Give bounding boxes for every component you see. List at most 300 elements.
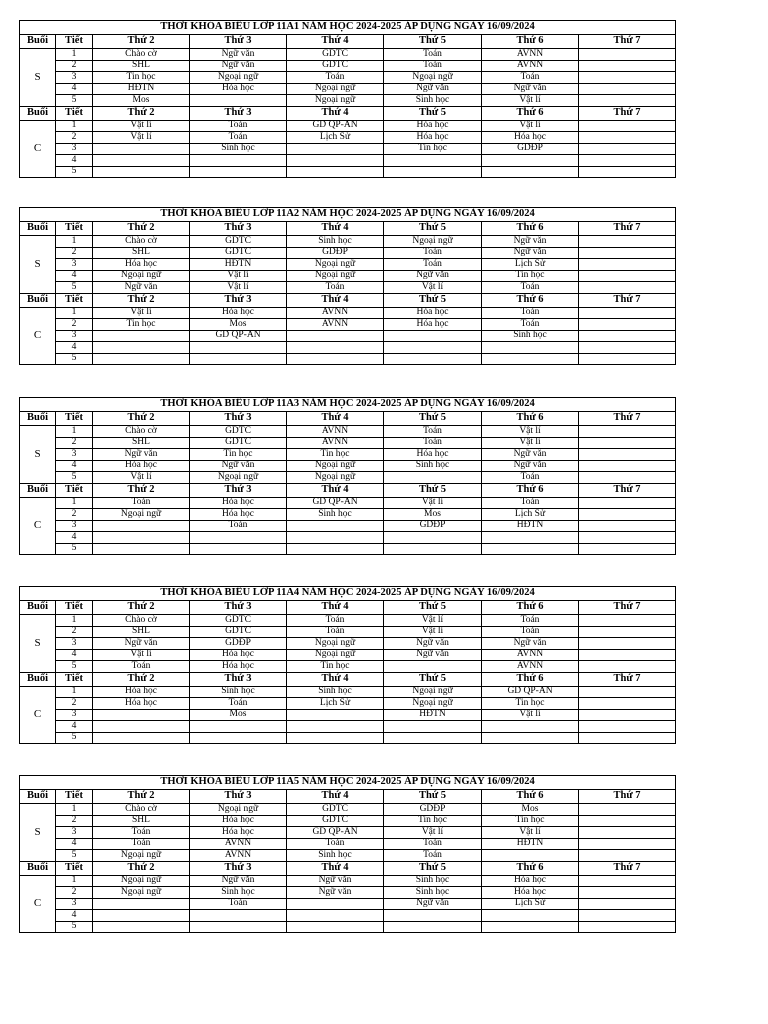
subject-cell: SHL [93,626,190,638]
period-number: 1 [56,615,93,627]
subject-cell [579,247,676,259]
subject-cell [384,721,482,733]
table-row [20,437,676,449]
header-day: Thứ 2 [93,35,190,49]
session-label: S [20,804,56,862]
subject-cell: Ngữ văn [384,898,482,910]
header-buoi: Buổi [20,861,56,875]
subject-cell: GD QP-AN [287,827,384,839]
subject-cell [579,709,676,721]
subject-cell: Vật lí [482,120,579,132]
subject-cell [190,342,287,354]
header-tiet: Tiết [56,672,93,686]
subject-cell: Vật lí [384,282,482,294]
period-number: 5 [56,661,93,673]
period-number: 2 [56,60,93,72]
subject-cell [93,520,190,532]
timetable-title: THỜI KHÓA BIỂU LỚP 11A4 NĂM HỌC 2024-2025 ÁP DỤNG NGÀY 16/09/2024 [20,587,676,601]
subject-cell: Ngữ văn [384,270,482,282]
table-row [20,155,676,167]
table-row [20,615,676,627]
table-row [20,132,676,144]
subject-cell [190,721,287,733]
subject-cell: GDTC [190,615,287,627]
header-day: Thứ 3 [190,601,287,615]
subject-cell: Ngoại ngữ [190,72,287,84]
subject-cell [579,921,676,933]
header-tiet: Tiết [56,412,93,426]
header-day: Thứ 6 [482,293,579,307]
subject-cell: Hóa học [190,497,287,509]
header-day: Thứ 2 [93,601,190,615]
timetable-title: THỜI KHÓA BIỂU LỚP 11A1 NĂM HỌC 2024-2025 ÁP DỤNG NGÀY 16/09/2024 [20,21,676,35]
subject-cell: AVNN [287,307,384,319]
header-buoi: Buổi [20,293,56,307]
subject-cell: Ngoại ngữ [287,460,384,472]
subject-cell: Ngoại ngữ [384,72,482,84]
header-day: Thứ 3 [190,106,287,120]
period-number: 2 [56,626,93,638]
subject-cell: Toán [482,497,579,509]
subject-cell: Ngoại ngữ [384,686,482,698]
period-number: 4 [56,838,93,850]
timetable-2 [19,207,676,365]
subject-cell [579,95,676,107]
header-day: Thứ 2 [93,861,190,875]
timetable-title-row [20,21,676,35]
subject-cell: Vật lí [93,120,190,132]
table-row [20,804,676,816]
subject-cell: Hóa học [190,815,287,827]
table-row [20,330,676,342]
subject-cell: Mos [384,509,482,521]
subject-cell [579,330,676,342]
subject-cell: SHL [93,815,190,827]
header-day: Thứ 7 [579,35,676,49]
subject-cell: Mos [482,804,579,816]
subject-cell: AVNN [482,649,579,661]
header-row [20,861,676,875]
subject-cell: Ngoại ngữ [287,259,384,271]
header-row [20,106,676,120]
header-day: Thứ 4 [287,293,384,307]
header-day: Thứ 5 [384,222,482,236]
timetable-3 [19,397,676,555]
header-day: Thứ 3 [190,483,287,497]
subject-cell: Vật lí [482,827,579,839]
subject-cell: Toán [482,626,579,638]
timetable-title-row [20,398,676,412]
header-day: Thứ 2 [93,672,190,686]
session-label: S [20,236,56,294]
subject-cell [384,330,482,342]
table-row [20,815,676,827]
subject-cell [579,649,676,661]
subject-cell [482,532,579,544]
table-row [20,509,676,521]
subject-cell: Hóa học [190,827,287,839]
timetable-title: THỜI KHÓA BIỂU LỚP 11A3 NĂM HỌC 2024-2025 ÁP DỤNG NGÀY 16/09/2024 [20,398,676,412]
period-number: 3 [56,638,93,650]
subject-cell: SHL [93,247,190,259]
header-day: Thứ 7 [579,106,676,120]
subject-cell: Sinh học [190,686,287,698]
subject-cell [93,353,190,365]
subject-cell [579,472,676,484]
subject-cell: Hóa học [93,698,190,710]
table-row [20,838,676,850]
subject-cell: Ngữ văn [93,638,190,650]
table-row [20,721,676,733]
table-row [20,732,676,744]
subject-cell [93,166,190,178]
subject-cell: Mos [190,709,287,721]
header-day: Thứ 7 [579,672,676,686]
subject-cell: Toán [93,661,190,673]
period-number: 2 [56,887,93,899]
table-row [20,83,676,95]
subject-cell: Ngữ văn [190,49,287,61]
subject-cell: Ngữ văn [190,875,287,887]
header-buoi: Buổi [20,222,56,236]
subject-cell [384,661,482,673]
subject-cell: Ngữ văn [384,649,482,661]
subject-cell [93,709,190,721]
table-row [20,898,676,910]
subject-cell [579,437,676,449]
timetable-1 [19,20,676,178]
subject-cell: Ngoại ngữ [384,698,482,710]
subject-cell: Vật lí [482,437,579,449]
table-row [20,259,676,271]
subject-cell: Toán [190,898,287,910]
session-label: S [20,615,56,673]
subject-cell: GDĐP [190,638,287,650]
table-row [20,709,676,721]
subject-cell [93,732,190,744]
subject-cell [579,804,676,816]
session-label: C [20,307,56,365]
subject-cell [287,143,384,155]
subject-cell [579,520,676,532]
subject-cell [579,661,676,673]
table-row [20,638,676,650]
timetable-4 [19,586,676,744]
subject-cell [579,166,676,178]
period-number: 4 [56,270,93,282]
header-day: Thứ 7 [579,293,676,307]
subject-cell: Vật lí [482,709,579,721]
subject-cell: Toán [287,72,384,84]
timetable-title-row [20,587,676,601]
subject-cell: Ngữ văn [93,282,190,294]
subject-cell: Tin học [93,319,190,331]
subject-cell: Ngoại ngữ [93,270,190,282]
subject-cell: Toán [384,247,482,259]
subject-cell [579,850,676,862]
period-number: 1 [56,426,93,438]
subject-cell [579,875,676,887]
subject-cell [579,638,676,650]
table-row [20,342,676,354]
subject-cell [190,543,287,555]
period-number: 2 [56,698,93,710]
table-row [20,143,676,155]
subject-cell: Ngữ văn [384,83,482,95]
subject-cell [190,732,287,744]
subject-cell [287,543,384,555]
header-day: Thứ 3 [190,672,287,686]
subject-cell: Ngoại ngữ [93,509,190,521]
subject-cell [579,543,676,555]
header-day: Thứ 6 [482,672,579,686]
header-row [20,601,676,615]
subject-cell: Hóa học [384,307,482,319]
period-number: 4 [56,649,93,661]
subject-cell: SHL [93,437,190,449]
header-day: Thứ 5 [384,293,482,307]
subject-cell: GDTC [190,626,287,638]
subject-cell: Sinh học [384,875,482,887]
subject-cell [287,721,384,733]
header-day: Thứ 7 [579,483,676,497]
subject-cell [579,155,676,167]
subject-cell [384,543,482,555]
header-day: Thứ 6 [482,601,579,615]
subject-cell [579,910,676,922]
subject-cell: Hóa học [482,132,579,144]
subject-cell: Vật lí [93,472,190,484]
subject-cell: Toán [287,282,384,294]
subject-cell [190,910,287,922]
subject-cell [384,921,482,933]
header-day: Thứ 4 [287,861,384,875]
subject-cell: Hóa học [190,661,287,673]
subject-cell: Vật lí [482,95,579,107]
header-day: Thứ 2 [93,412,190,426]
header-buoi: Buổi [20,412,56,426]
subject-cell: GDĐP [384,804,482,816]
header-day: Thứ 4 [287,483,384,497]
table-row [20,698,676,710]
subject-cell: AVNN [287,319,384,331]
period-number: 2 [56,319,93,331]
header-day: Thứ 5 [384,790,482,804]
table-row [20,649,676,661]
header-tiet: Tiết [56,790,93,804]
subject-cell [384,353,482,365]
header-tiet: Tiết [56,106,93,120]
table-row [20,95,676,107]
subject-cell [482,732,579,744]
subject-cell: Toán [287,626,384,638]
subject-cell [579,721,676,733]
subject-cell: Sinh học [190,143,287,155]
period-number: 3 [56,520,93,532]
table-row [20,72,676,84]
header-day: Thứ 7 [579,861,676,875]
header-day: Thứ 4 [287,601,384,615]
subject-cell: Mos [190,319,287,331]
subject-cell: AVNN [482,60,579,72]
subject-cell: Tin học [482,270,579,282]
period-number: 4 [56,83,93,95]
subject-cell [579,460,676,472]
period-number: 3 [56,709,93,721]
subject-cell [287,342,384,354]
subject-cell: GDTC [287,49,384,61]
subject-cell: Toán [384,838,482,850]
period-number: 4 [56,721,93,733]
subject-cell: Hóa học [190,509,287,521]
subject-cell: Toán [384,259,482,271]
subject-cell: GDĐP [287,247,384,259]
subject-cell: Vật lí [93,307,190,319]
header-day: Thứ 4 [287,222,384,236]
subject-cell [482,543,579,555]
table-row [20,875,676,887]
subject-cell [287,155,384,167]
header-row [20,222,676,236]
subject-cell: GDTC [190,236,287,248]
period-number: 3 [56,72,93,84]
header-day: Thứ 5 [384,861,482,875]
subject-cell: Vật lí [384,626,482,638]
header-day: Thứ 4 [287,35,384,49]
table-row [20,60,676,72]
header-day: Thứ 4 [287,106,384,120]
header-day: Thứ 5 [384,601,482,615]
subject-cell [287,898,384,910]
subject-cell [482,910,579,922]
subject-cell: HĐTN [482,838,579,850]
subject-cell: Tin học [287,661,384,673]
subject-cell: Ngữ văn [482,460,579,472]
subject-cell: Sinh học [287,509,384,521]
period-number: 5 [56,732,93,744]
subject-cell: Ngữ văn [190,460,287,472]
subject-cell: Tin học [287,449,384,461]
subject-cell [482,342,579,354]
subject-cell: GDĐP [482,143,579,155]
subject-cell [579,815,676,827]
subject-cell: Sinh học [287,850,384,862]
table-row [20,460,676,472]
table-row [20,319,676,331]
subject-cell: Ngữ văn [384,638,482,650]
subject-cell [579,732,676,744]
header-tiet: Tiết [56,293,93,307]
subject-cell: Toán [482,282,579,294]
subject-cell: Hóa học [482,875,579,887]
header-buoi: Buổi [20,790,56,804]
subject-cell [579,887,676,899]
period-number: 3 [56,143,93,155]
header-row [20,790,676,804]
header-tiet: Tiết [56,222,93,236]
subject-cell: HĐTN [384,709,482,721]
subject-cell [579,686,676,698]
period-number: 1 [56,875,93,887]
header-day: Thứ 6 [482,412,579,426]
subject-cell: GDĐP [384,520,482,532]
header-day: Thứ 6 [482,483,579,497]
header-day: Thứ 6 [482,790,579,804]
subject-cell: Toán [482,319,579,331]
subject-cell: Chào cờ [93,804,190,816]
subject-cell [579,342,676,354]
subject-cell: Vật lí [482,426,579,438]
timetable-title-row [20,208,676,222]
subject-cell [93,143,190,155]
subject-cell: GDTC [287,815,384,827]
subject-cell [579,259,676,271]
subject-cell [579,532,676,544]
subject-cell: Ngoại ngữ [93,850,190,862]
header-day: Thứ 2 [93,222,190,236]
subject-cell: Ngữ văn [482,449,579,461]
subject-cell: Toán [482,72,579,84]
subject-cell [93,898,190,910]
table-row [20,49,676,61]
subject-cell: Ngoại ngữ [190,472,287,484]
subject-cell: Sinh học [287,236,384,248]
subject-cell [482,166,579,178]
subject-cell: Toán [93,838,190,850]
subject-cell [579,83,676,95]
subject-cell: Mos [93,95,190,107]
period-number: 4 [56,342,93,354]
subject-cell: AVNN [287,426,384,438]
subject-cell: Sinh học [384,95,482,107]
subject-cell [384,155,482,167]
period-number: 4 [56,910,93,922]
header-day: Thứ 7 [579,790,676,804]
subject-cell [579,615,676,627]
subject-cell: Toán [482,307,579,319]
subject-cell: Vật lí [93,132,190,144]
subject-cell: Vật lí [384,497,482,509]
subject-cell: Tin học [93,72,190,84]
subject-cell: GDTC [287,60,384,72]
subject-cell: GDTC [190,437,287,449]
subject-cell: Ngoại ngữ [287,270,384,282]
header-buoi: Buổi [20,106,56,120]
subject-cell [579,120,676,132]
subject-cell: GD QP-AN [287,497,384,509]
subject-cell [579,282,676,294]
header-day: Thứ 3 [190,790,287,804]
subject-cell: GD QP-AN [482,686,579,698]
period-number: 2 [56,509,93,521]
period-number: 3 [56,898,93,910]
subject-cell: GDTC [287,804,384,816]
subject-cell [482,921,579,933]
subject-cell: Hóa học [93,259,190,271]
header-day: Thứ 3 [190,293,287,307]
subject-cell: Toán [190,132,287,144]
header-day: Thứ 5 [384,412,482,426]
subject-cell [287,166,384,178]
subject-cell: Vật lí [384,827,482,839]
subject-cell: Ngữ văn [93,449,190,461]
subject-cell: Toán [384,426,482,438]
header-buoi: Buổi [20,35,56,49]
period-number: 4 [56,460,93,472]
subject-cell [482,721,579,733]
subject-cell: Toán [190,120,287,132]
subject-cell [190,921,287,933]
